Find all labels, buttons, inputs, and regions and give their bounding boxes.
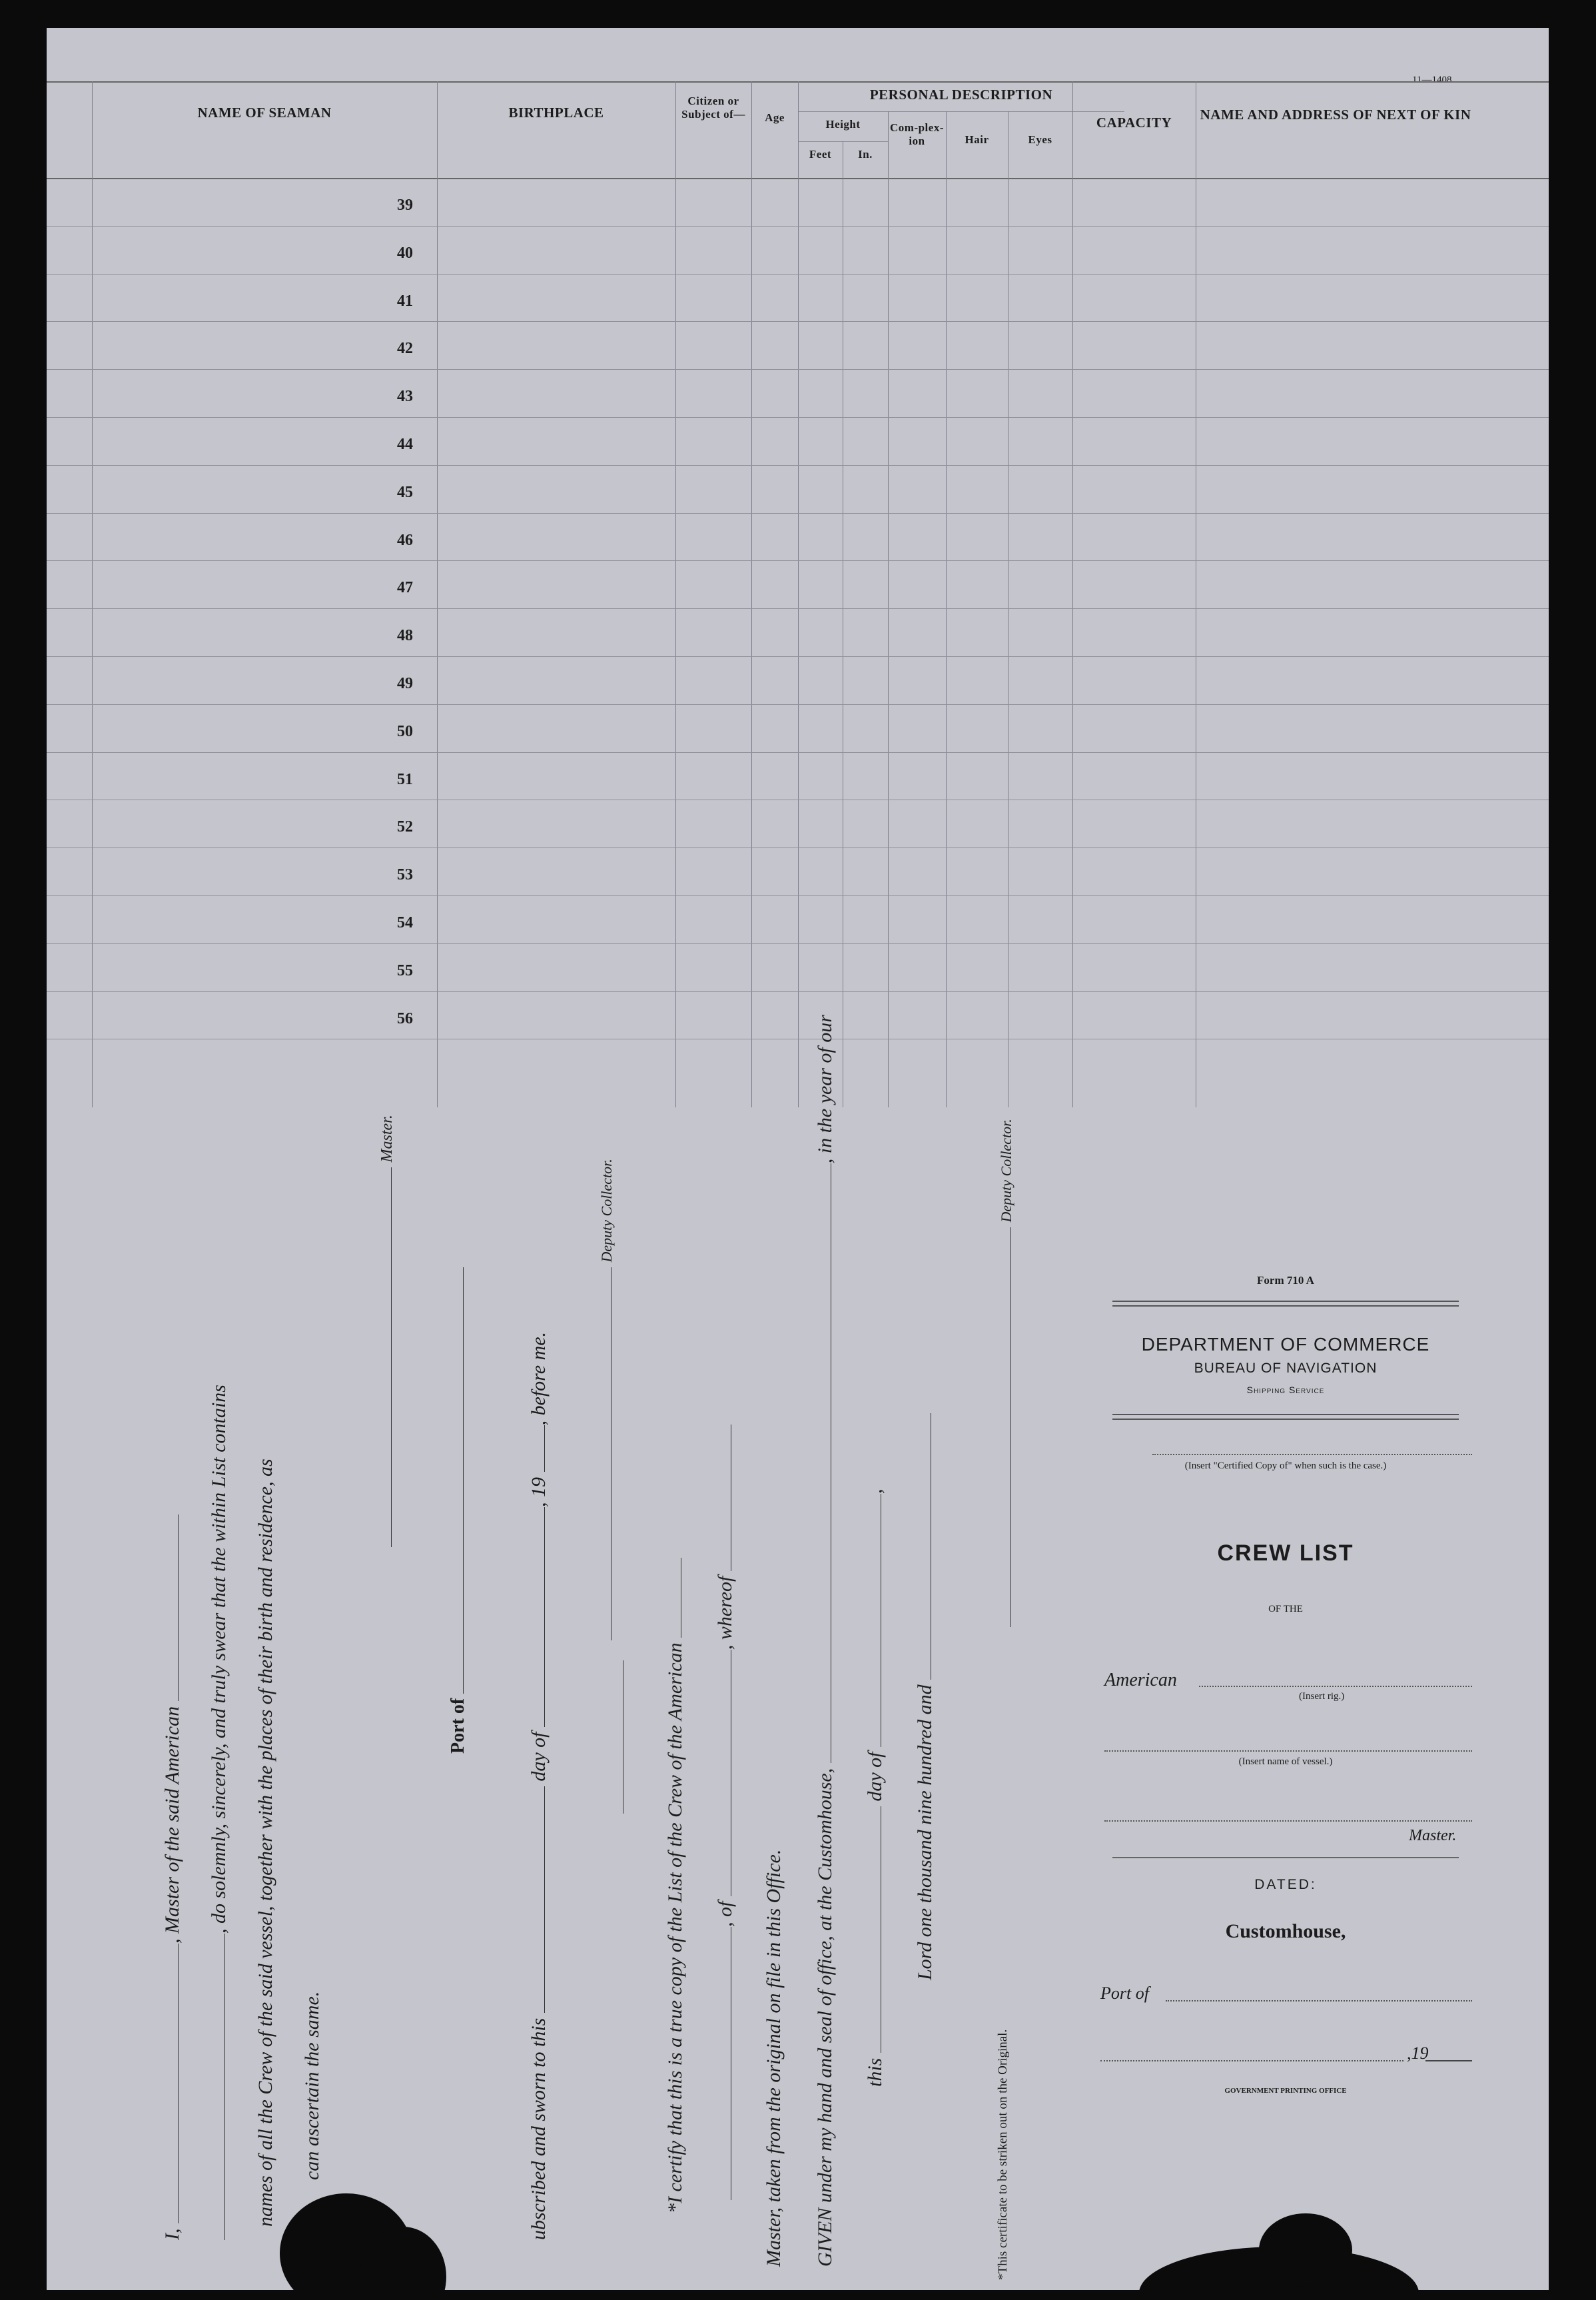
certificate-line-5: this day of , [864, 1488, 886, 2087]
header-height: Height [825, 118, 861, 131]
header-capacity: CAPACITY [1096, 115, 1172, 131]
certificate-footnote: *This certificate to be striken out on the Original. [996, 2029, 1010, 2280]
row-rule [47, 752, 1549, 753]
header-personal-description: PERSONAL DESCRIPTION [869, 87, 1053, 103]
row-number: 53 [397, 866, 413, 884]
oath-day-of: day of [528, 1732, 550, 1782]
row-number: 44 [397, 436, 413, 453]
certificate-line-4: GIVEN under my hand and seal of office, at the Customhouse, , in the year of our [814, 1014, 836, 2267]
form-number: Form 710 A [1257, 1274, 1314, 1287]
customhouse-label: Customhouse, [1225, 1920, 1346, 1942]
certificate-line-3: Master, taken from the original on file in this Office. [763, 1849, 785, 2267]
oath-line-3: names of all the Crew of the said vessel, together with the places of their birth and residence, as [254, 1458, 276, 2227]
certificate-lord: Lord one thousand nine hundred and [914, 1684, 936, 1980]
row-rule [47, 417, 1549, 418]
dated-label: DATED: [1254, 1877, 1317, 1892]
row-rule [47, 608, 1549, 609]
oath-subscribed: ubscribed and sworn to this [528, 2017, 550, 2240]
insert-vessel-note: (Insert name of vessel.) [1238, 1756, 1333, 1767]
row-number: 55 [397, 961, 413, 979]
row-number: 56 [397, 1009, 413, 1027]
certificate-of: of [714, 1901, 736, 1917]
oath-year: 19 [528, 1476, 550, 1497]
header-complexion: Com-plex-ion [890, 121, 944, 147]
row-number: 52 [397, 818, 413, 836]
header-feet: Feet [809, 148, 832, 161]
row-number: 54 [397, 914, 413, 931]
row-number: 47 [397, 579, 413, 597]
certificate-line-1 [663, 1558, 687, 2213]
row-number: 49 [397, 675, 413, 692]
year-value: 19 [1411, 2043, 1429, 2063]
oath-subscribed-line: ubscribed and sworn to this day of , 19 , before me. [528, 1331, 550, 2240]
row-number: 48 [397, 627, 413, 645]
header-birthplace: BIRTHPLACE [508, 105, 604, 121]
row-number: 42 [397, 340, 413, 358]
certificate-in-year: in the year of our [814, 1014, 836, 1154]
oath-prefix: I, [161, 2228, 183, 2240]
row-rule [47, 560, 1549, 561]
header-next-of-kin: NAME AND ADDRESS OF NEXT OF KIN [1200, 107, 1471, 123]
department-title: DEPARTMENT OF COMMERCE [1141, 1334, 1430, 1355]
row-number: 39 [397, 197, 413, 214]
master-label: Master. [1409, 1827, 1457, 1844]
certificate-given: GIVEN under my hand and seal of office, at the Customhouse, [814, 1768, 836, 2267]
oath-deputy-collector: Deputy Collector. [598, 1159, 615, 1263]
header-name-of-seaman: NAME OF SEAMAN [197, 105, 332, 121]
oath-master-signature [373, 1115, 397, 1547]
header-hair: Hair [965, 133, 989, 146]
header-eyes: Eyes [1028, 133, 1052, 146]
certificate-line-2: , of , whereof [713, 1425, 737, 2200]
row-rule [47, 991, 1549, 992]
insert-rig-note: (Insert rig.) [1299, 1691, 1345, 1702]
crew-list-title: CREW LIST [1217, 1540, 1354, 1566]
row-rule [47, 465, 1549, 466]
certificate-day-of: day of [864, 1752, 886, 1802]
service-title: Shipping Service [1246, 1385, 1325, 1395]
row-number: 50 [397, 722, 413, 740]
row-rule [47, 226, 1549, 227]
row-rule [47, 369, 1549, 370]
oath-port-of-label: Port of [448, 1698, 469, 1754]
oath-line-2: , do solemnly, sincerely, and truly swear that the within List contains [206, 1385, 230, 2240]
oath-master-label: Master. [378, 1115, 396, 1163]
row-rule [47, 321, 1549, 322]
american-label: American [1104, 1670, 1177, 1690]
header-citizen: Citizen or Subject of— [681, 95, 745, 121]
certificate-line-6 [913, 1413, 937, 1980]
of-the-label: OF THE [1268, 1604, 1303, 1614]
oath-before-me: before me. [528, 1331, 550, 1416]
oath-master-of: Master of the said American [161, 1706, 183, 1934]
row-rule [47, 895, 1549, 896]
header-inches: In. [858, 148, 873, 161]
bureau-title: BUREAU OF NAVIGATION [1194, 1361, 1378, 1376]
oath-swear: do solemnly, sincerely, and truly swear that the within List contains [208, 1385, 230, 1924]
row-number: 46 [397, 531, 413, 549]
crew-list-sheet [47, 28, 1549, 2290]
row-number: 41 [397, 292, 413, 310]
form-reference: 11—1408 [1412, 75, 1452, 85]
port-of-label: Port of [1100, 1984, 1149, 2003]
header-age: Age [765, 111, 785, 124]
row-rule [47, 513, 1549, 514]
gpo-label: GOVERNMENT PRINTING OFFICE [1224, 2087, 1347, 2095]
oath-deputy-signature [593, 1159, 617, 1640]
row-number: 43 [397, 388, 413, 406]
row-rule [47, 656, 1549, 657]
certificate-deputy-collector: Deputy Collector. [998, 1119, 1014, 1223]
certificate-deputy-signature [993, 1119, 1016, 1627]
certificate-whereof: whereof [714, 1576, 736, 1640]
insert-certified-note: (Insert "Certified Copy of" when such is the case.) [1184, 1460, 1387, 1471]
row-rule [47, 943, 1549, 944]
row-rule [47, 274, 1549, 275]
certificate-certify: *I certify that this is a true copy of the List of the Crew of the American [664, 1642, 686, 2213]
row-number: 40 [397, 244, 413, 262]
row-number: 51 [397, 770, 413, 788]
oath-line-1: I, , Master of the said American [160, 1514, 184, 2240]
oath-line-4: can ascertain the same. [301, 1991, 323, 2180]
oath-port-of [446, 1267, 469, 1754]
year-label: ,19 [1407, 2043, 1429, 2063]
certificate-this: this [864, 2057, 886, 2087]
row-rule [47, 704, 1549, 705]
row-number: 45 [397, 483, 413, 501]
